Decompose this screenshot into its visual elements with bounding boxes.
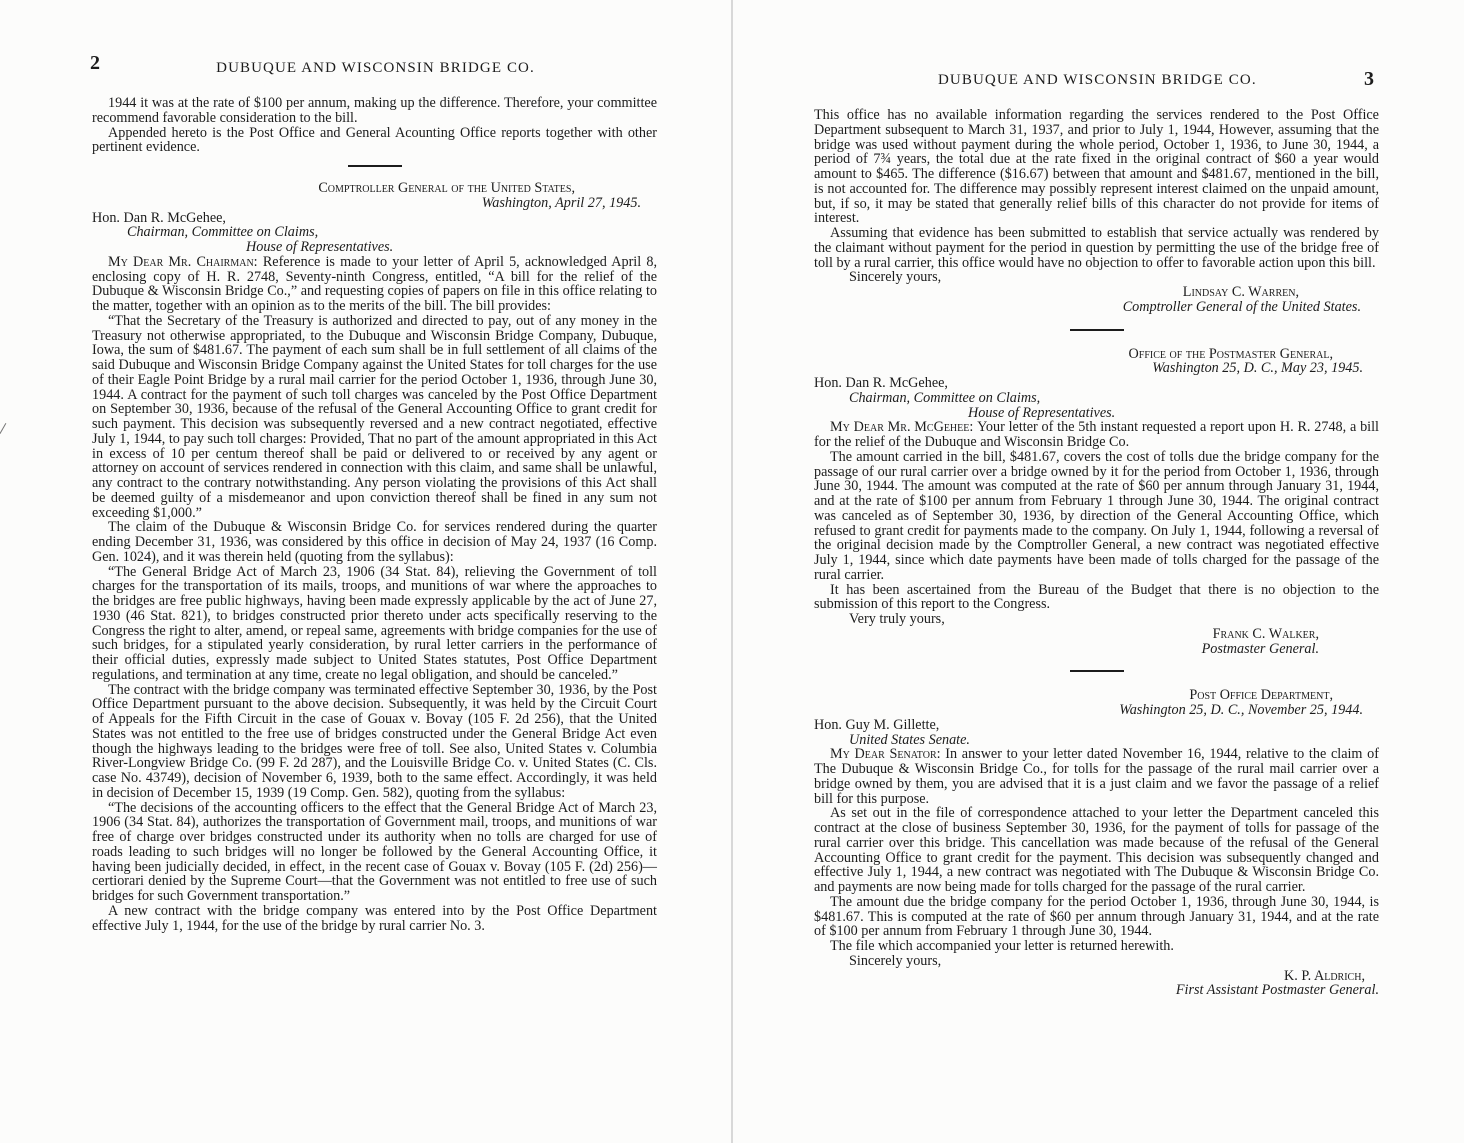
letter3-body-2 [814,806,1379,895]
letter1-quote-syllabus-2 [92,801,657,904]
letter3-addressee-title: United States Senate. [849,731,970,748]
section-divider [1070,670,1124,672]
letter2-closing: Very truly yours, [849,611,945,627]
paragraph-text: As set out in the file of correspondence attached to your letter the Department canceled this contract at the close of business September 30, 1936, for the payment of tolls for passage of the rural carrier over this bridge. This cancellation was made because of the refusal of the General Accounting Office to grant credit for the payment. This decision was subsequently changed and effective July 1, 1944, a new contract was negotiated with The Dubuque & Wisconsin Bridge Co. and payments are now being made for tolls charged for the passage of the rural carrier. [814,805,1379,895]
paragraph-text: The file which accompanied your letter is returned herewith. [830,938,1174,954]
letter3-body-1 [814,747,1379,806]
paragraph-text: It has been ascertained from the Bureau of the Budget that there is no objection to the submission of this report to the Congress. [814,581,1379,613]
letter3-sender: Post Office Department, [1189,687,1333,704]
letter1-addressee-name: Hon. Dan R. McGehee, [92,209,226,226]
letter2-place-date: Washington 25, D. C., May 23, 1945. [1152,360,1363,377]
paragraph-text: This office has no available information regarding the services rendered to the Post Office Department subsequent to March 31, 1937, and prior to July 1, 1944, However, assuming that the bridge was used without payment during the whole period, October 1, 1936, to June 30, 1944, a period of 7¾ years, the total due at the rate fixed in the original contract of $60 a year would amount to $465. The difference ($16.67) between that amount and $481.67, mentioned in the bill, is not accounted for. The difference may possibly represent interest claimed on the unpaid amount, but, if so, it may be stated that generally relief bills of this character do not provide for items of interest. [814,107,1379,227]
paragraph-text: The claim of the Dubuque & Wisconsin Bridge Co. for services rendered during the quarter ending December 31, 1936, was considered by this office in decision of May 24, 1937 (16 Comp. Gen. 1024), and it was therein held (quoting from the syllabus): [92,519,657,565]
letter1-signer-name: Lindsay C. Warren, [1182,284,1299,300]
letter1-continuation-1 [814,108,1379,226]
letter2-addressee-org: House of Representatives. [968,404,1116,421]
letter2-addressee-name: Hon. Dan R. McGehee, [814,375,948,391]
section-divider [1070,329,1124,331]
paragraph-text: “That the Secretary of the Treasury is authorized and directed to pay, out of any money in the Treasury not otherwise appropriated, to the Dubuque and Wisconsin Bridge Company, Dubuque, Iowa, the sum of $481.67. The payment of each sum shall be in full settlement of all claims of the said Dubuque and Wisconsin Bridge Company against the United States for toll charges for the use of their Eagle Point Bridge by a rural mail carrier for the period October 1, 1936, through June 30, 1944. A contract for the payment of such toll charges was canceled by the Post Office Department on September 30, 1936, because of the refusal of the General Accounting Office to grant credit for such payment. This decision was subsequently reversed and a new contract negotiated, effective July 1, 1944, to pay such toll charges: Provided, That no part of the amount appropriated in this Act in excess of 10 per centum thereof shall be paid or delivered to or received by any agent or attorney on account of services rendered in connection with this claim, and same shall be unlawful, any contract to the contrary notwithstanding. Any person violating the provisions of this Act shall be deemed guilty of a misdemeanor and upon conviction thereof shall be fined in any sum not exceeding $1,000.” [92,312,657,521]
left-page [0,0,731,1143]
letter3-body-4 [814,939,1379,954]
letter3-signer-name: K. P. Aldrich, [1284,967,1365,984]
letter3-addressee-name: Hon. Guy M. Gillette, [814,716,940,733]
running-header-right: DUBUQUE AND WISCONSIN BRIDGE CO. [938,72,1257,88]
salutation: My Dear Mr. Chairman: [108,253,263,270]
page-number-right: 3 [1364,68,1374,90]
letter2-sender: Office of the Postmaster General, [1128,345,1333,362]
paragraph-text: Your letter of the 5th instant requested a report upon H. R. 2748, a bill for the relief of the Dubuque and Wisconsin Bridge Co. [814,419,1379,450]
paragraph-text: Appended hereto is the Post Office and General Acounting Office reports together with other pertinent evidence. [92,124,657,156]
letter1-signer-title: Comptroller General of the United States. [1122,298,1361,315]
paragraph-text: In answer to your letter dated November 16, 1944, relative to the claim of The Dubuque & Wisconsin Bridge Co., for tolls for the passage of the rural mail carrier over a bridge owned by them, you are advised that it is a just claim and we favor the passage of a relief bill for this purpose. [814,746,1379,807]
letter1-sender: Comptroller General of the United States, [318,180,575,196]
opening-paragraph-1 [92,96,657,126]
letter2-body-3 [814,583,1379,613]
letter1-quote-bill [92,314,657,521]
right-text-column [814,108,1379,998]
letter2-signer-title: Postmaster General. [1201,640,1319,657]
letter1-continuation-2 [814,226,1379,270]
salutation: My Dear Mr. McGehee: [830,419,978,436]
letter3-body-3 [814,895,1379,939]
letter2-signer-name: Frank C. Walker, [1212,625,1319,642]
letter1-quote-syllabus-1 [92,565,657,683]
margin-mark [0,423,12,437]
paragraph-text: The amount due the bridge company for the period October 1, 1936, through June 30, 1944, is $481.67. This is computed at the rate of $60 per annum through January 31, 1944, and at the rate of $100 per annum from February 1 through June 30, 1944. [814,893,1379,940]
paragraph-text: A new contract with the bridge company was entered into by the Post Office Department effective July 1, 1944, for the use of the bridge by rural carrier No. 3. [92,902,657,934]
letter3-signer-title: First Assistant Postmaster General. [1175,982,1379,999]
opening-paragraph-2 [92,126,657,156]
letter1-addressee-org: House of Representatives. [246,239,394,255]
paragraph-text: 1944 it was at the rate of $100 per annum, making up the difference. Therefore, your committee recommend favorable consideration to the bill. [92,95,657,126]
letter1-addressee-title: Chairman, Committee on Claims, [127,224,319,241]
letter1-body-3 [92,520,657,564]
paragraph-text: “The General Bridge Act of March 23, 1906 (34 Stat. 84), relieving the Government of toll charges for the transportation of its mails, troops, and munitions of war where the approaches to the bridges are free public highways, having been made expressly applicable by the act of June 27, 1930 (46 Stat. 821), to bridges constructed prior thereto under acts specifically reserving to the Congress the right to alter, amend, or repeal same, agreements with bridge companies for the use of such bridges, for a stipulated yearly consideration, by rural letter carriers in the performance of their official duties, expressly made subject to United States statutes, Post Office Department regulations, and termination at any time, create no legal obligation, and should be canceled.” [92,563,657,683]
running-header-left: DUBUQUE AND WISCONSIN BRIDGE CO. [216,60,535,76]
paragraph-text: The contract with the bridge company was terminated effective September 30, 1936, by the Post Office Department pursuant to the above decision. Subsequently, it was held by the Circuit Court of Appeals for the Fifth Circuit in the case of Gouax v. Bovay (105 F. 2d 256), that the United States was not entitled to the free use of bridges constructed under the General Bridge Act even though the highways leading to the bridges were free of toll. See also, United States v. Columbia River-Longview Bridge Co. (99 F. 2d 287), and the Louisville Bridge Co. v. United States (C. Cls. case No. 43749), decision of November 6, 1939, both to the same effect. Accordingly, it was held in decision of December 15, 1939 (19 Comp. Gen. 582), quoting from the syllabus: [92,681,657,801]
letter3-closing: Sincerely yours, [849,952,942,969]
letter3-place-date: Washington 25, D. C., November 25, 1944. [1119,702,1363,718]
letter1-body-1 [92,255,657,314]
letter1-body-5 [92,683,657,801]
letter2-body-1 [814,420,1379,450]
letter2-addressee-title: Chairman, Committee on Claims, [849,389,1041,406]
letter1-place-date: Washington, April 27, 1945. [481,194,641,211]
salutation: My Dear Senator: [830,746,946,763]
page-number-left: 2 [90,52,100,74]
letter2-body-2 [814,450,1379,583]
paragraph-text: “The decisions of the accounting officers to the effect that the General Bridge Act of March 23, 1906 (34 Stat. 84), authorizes the transportation of Government mail, troops, and munitions of war free of charge over bridges constructed under its authority when no tolls are charged for use of roads leading to such bridges will no longer be followed by the General Accounting Office, it having been judicially decided, in effect, in the recent case of Gouax v. Bovay (105 F. (2d) 256)—certiorari denied by the Supreme Court—that the Government was not entitled to free use of such bridges for such Government transportation.” [92,799,657,904]
letter1-addressee [92,211,657,226]
letter1-body-7 [92,904,657,934]
section-divider [348,165,402,167]
left-text-column [92,96,657,933]
paragraph-text: Assuming that evidence has been submitted to establish that service actually was rendered by the claimant without payment for the period in question by permitting the use of the bridge free of toll by a rural carrier, this office would have no objection to offer to favorable action upon this bill. [814,225,1379,271]
right-page [733,0,1464,1143]
letter1-closing: Sincerely yours, [849,269,942,286]
paragraph-text: The amount carried in the bill, $481.67, covers the cost of tolls due the bridge company for the passage of our rural carrier over a bridge owned by it for the period from October 1, 1936, through June 30, 1944. The amount was computed at the rate of $60 per annum through January 31, 1944, and at the rate of $100 per annum from February 1 through June 30, 1944. The original contract was canceled as of September 30, 1936, by direction of the General Accounting Office, which refused to grant credit for payments made to the company. On July 1, 1944, following a reversal of the original decision made by the Comptroller General, a new contract was negotiated effective July 1, 1944, since which date payments have been made of tolls charged for the passage of the rural carrier. [814,448,1379,583]
paragraph-text: Reference is made to your letter of April 5, acknowledged April 8, enclosing copy of H. R. 2748, Seventy-ninth Congress, entitled, “A bill for the relief of the Dubuque & Wisconsin Bridge Co.,” and requesting copies of papers on file in this office relating to the matter, together with an opinion as to the merits of the bill. The bill provides: [92,253,657,314]
